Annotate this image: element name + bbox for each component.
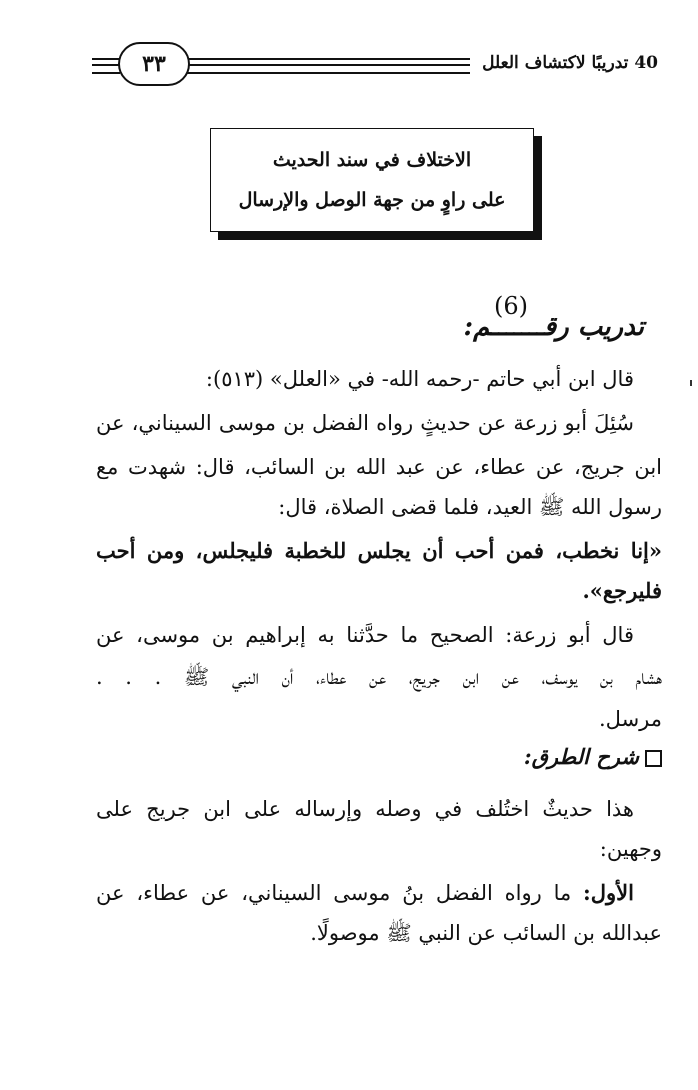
header-rule-right — [186, 58, 470, 74]
body-line-3: ابن جريج، عن عطاء، عن عبد الله بن السائب، قال: شهدت مع — [96, 455, 662, 479]
body-line-10: هذا حديثٌ اختُلف في وصله وإرساله على ابن جريج على — [96, 797, 634, 821]
body-line-9: مرسل. — [598, 707, 662, 731]
title-box — [210, 128, 534, 232]
body-line-1: قال ابن أبي حاتم -رحمه الله- في «العلل» (٥١٣): — [205, 367, 634, 391]
body-line-7: قال أبو زرعة: الصحيح ما حدَّثنا به إبراهيم بن موسى، عن — [96, 623, 634, 647]
body-line-11: وجهين: — [599, 837, 662, 861]
body-line-12 — [96, 878, 634, 908]
title-line-2: على راوٍ من جهة الوصل والإرسال — [238, 189, 506, 211]
exercise-label: تدريب رقـــــــم: — [463, 312, 644, 342]
body-line-6-quote-end: فليرجع». — [582, 578, 662, 603]
margin-mark — [690, 380, 692, 386]
title-line-1: الاختلاف في سند الحديث — [272, 149, 472, 171]
checkbox-icon — [645, 750, 662, 767]
section-title: شرح الطرق: — [523, 744, 639, 769]
exercise-number: (6) — [494, 292, 528, 320]
body-line-8: هشام بن يوسف، عن ابن جريج، عن عطاء، أن النبي ﷺ . . . — [96, 665, 662, 689]
first-label: الأول: — [583, 880, 634, 905]
page-number — [118, 42, 190, 86]
body-line-5-quote: «إنا نخطب، فمن أحب أن يجلس للخطبة فليجلس، ومن أحب — [96, 538, 662, 563]
body-line-13: عبدالله بن السائب عن النبي ﷺ موصولًا. — [310, 921, 662, 945]
body-line-4: رسول الله ﷺ العيد، فلما قضى الصلاة، قال: — [278, 495, 662, 519]
body-line-2: سُئِلَ أبو زرعة عن حديثٍ رواه الفضل بن موسى السيناني، عن — [96, 411, 634, 435]
header-rule-left — [92, 58, 120, 74]
section-heading — [524, 742, 662, 772]
body-line-12-text: ما رواه الفضل بنُ موسى السيناني، عن عطاء، عن — [96, 881, 572, 905]
page-number-text: ٣٣ — [142, 51, 166, 77]
running-title: 40 تدريبًا لاكتشاف العلل — [482, 53, 658, 73]
